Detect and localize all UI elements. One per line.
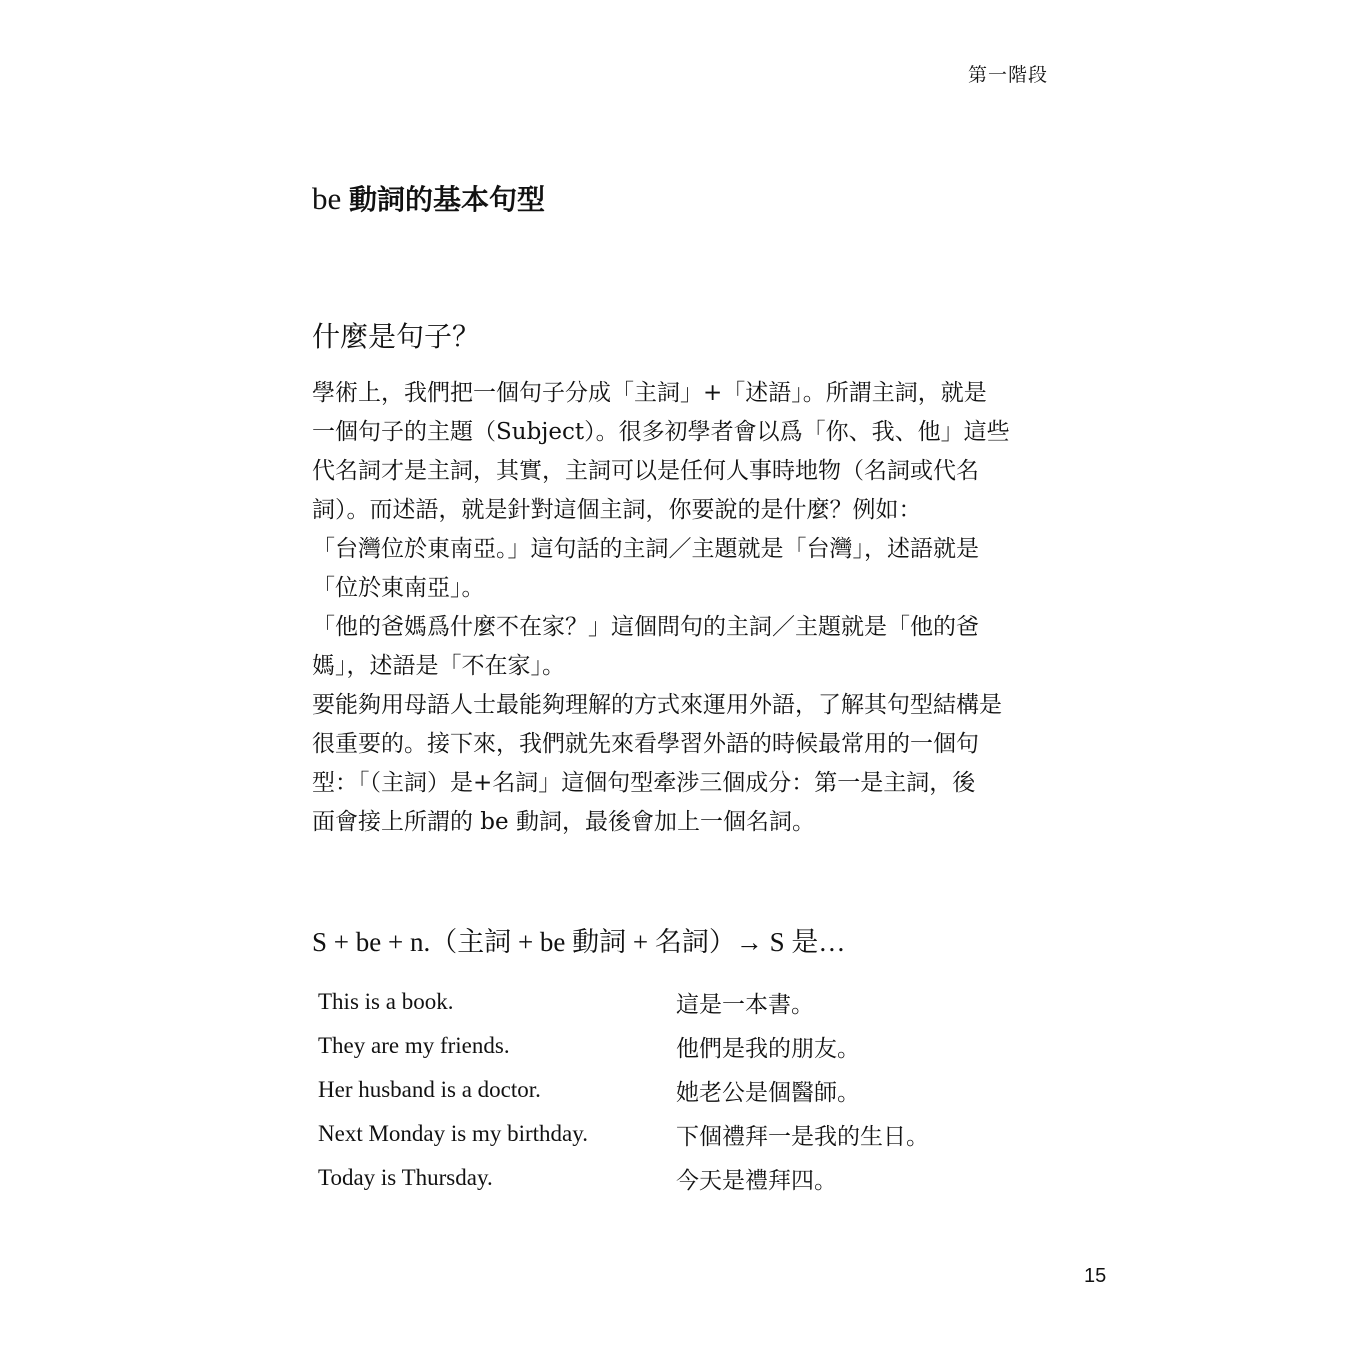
example-row [318, 1112, 1018, 1156]
example-english: Today is Thursday. [318, 1165, 493, 1190]
example-row [318, 1156, 1018, 1200]
paragraph-line: 要能夠用母語人士最能夠理解的方式來運用外語，了解其句型結構是 [312, 692, 1002, 718]
example-english: They are my friends. [318, 1033, 510, 1058]
running-head: 第一階段 [968, 64, 1049, 86]
example-table [318, 980, 1018, 1200]
paragraph-line: 型：「（主詞）是+名詞」這個句型牽涉三個成分：第一是主詞，後 [312, 770, 976, 796]
example-chinese: 他們是我的朋友。 [676, 1035, 860, 1062]
paragraph-line: 「他的爸媽爲什麼不在家？」這個問句的主詞／主題就是「他的爸 [312, 614, 979, 640]
example-english: Next Monday is my birthday. [318, 1121, 589, 1146]
pattern-heading: S + be + n.（主詞 + be 動詞 + 名詞）→ S 是… [312, 927, 846, 957]
section-title [312, 178, 545, 218]
example-english: This is a book. [318, 989, 454, 1014]
paragraph-line: 代名詞才是主詞，其實，主詞可以是任何人事時地物（名詞或代名 [312, 458, 979, 484]
paragraph-line: 面會接上所謂的 be 動詞，最後會加上一個名詞。 [312, 809, 815, 835]
example-chinese: 下個禮拜一是我的生日。 [676, 1123, 929, 1150]
paragraph-line: 詞）。而述語，就是針對這個主詞，你要說的是什麼？例如： [312, 497, 922, 523]
example-row [318, 1068, 1018, 1112]
section-title-latin: be [312, 181, 350, 216]
paragraph-line: 一個句子的主題（Subject）。很多初學者會以爲「你、我、他」這些 [312, 419, 1010, 445]
page-number: 15 [1084, 1265, 1107, 1287]
paragraph-line: 媽」，述語是「不在家」。 [312, 653, 565, 679]
example-row [318, 1024, 1018, 1068]
example-chinese: 這是一本書。 [676, 991, 814, 1018]
example-english: Her husband is a doctor. [318, 1077, 541, 1102]
subsection-title: 什麼是句子？ [312, 320, 481, 353]
example-chinese: 她老公是個醫師。 [676, 1079, 860, 1106]
body-paragraph [312, 374, 1062, 842]
paragraph-line: 學術上，我們把一個句子分成「主詞」+「述語」。所謂主詞，就是 [312, 380, 987, 406]
example-chinese: 今天是禮拜四。 [676, 1167, 837, 1194]
paragraph-line: 「台灣位於東南亞。」這句話的主詞／主題就是「台灣」，述語就是 [312, 536, 979, 562]
paragraph-line: 「位於東南亞」。 [312, 575, 485, 601]
example-row [318, 980, 1018, 1024]
section-title-cjk: 動詞的基本句型 [349, 183, 546, 216]
paragraph-line: 很重要的。接下來，我們就先來看學習外語的時候最常用的一個句 [312, 731, 979, 757]
